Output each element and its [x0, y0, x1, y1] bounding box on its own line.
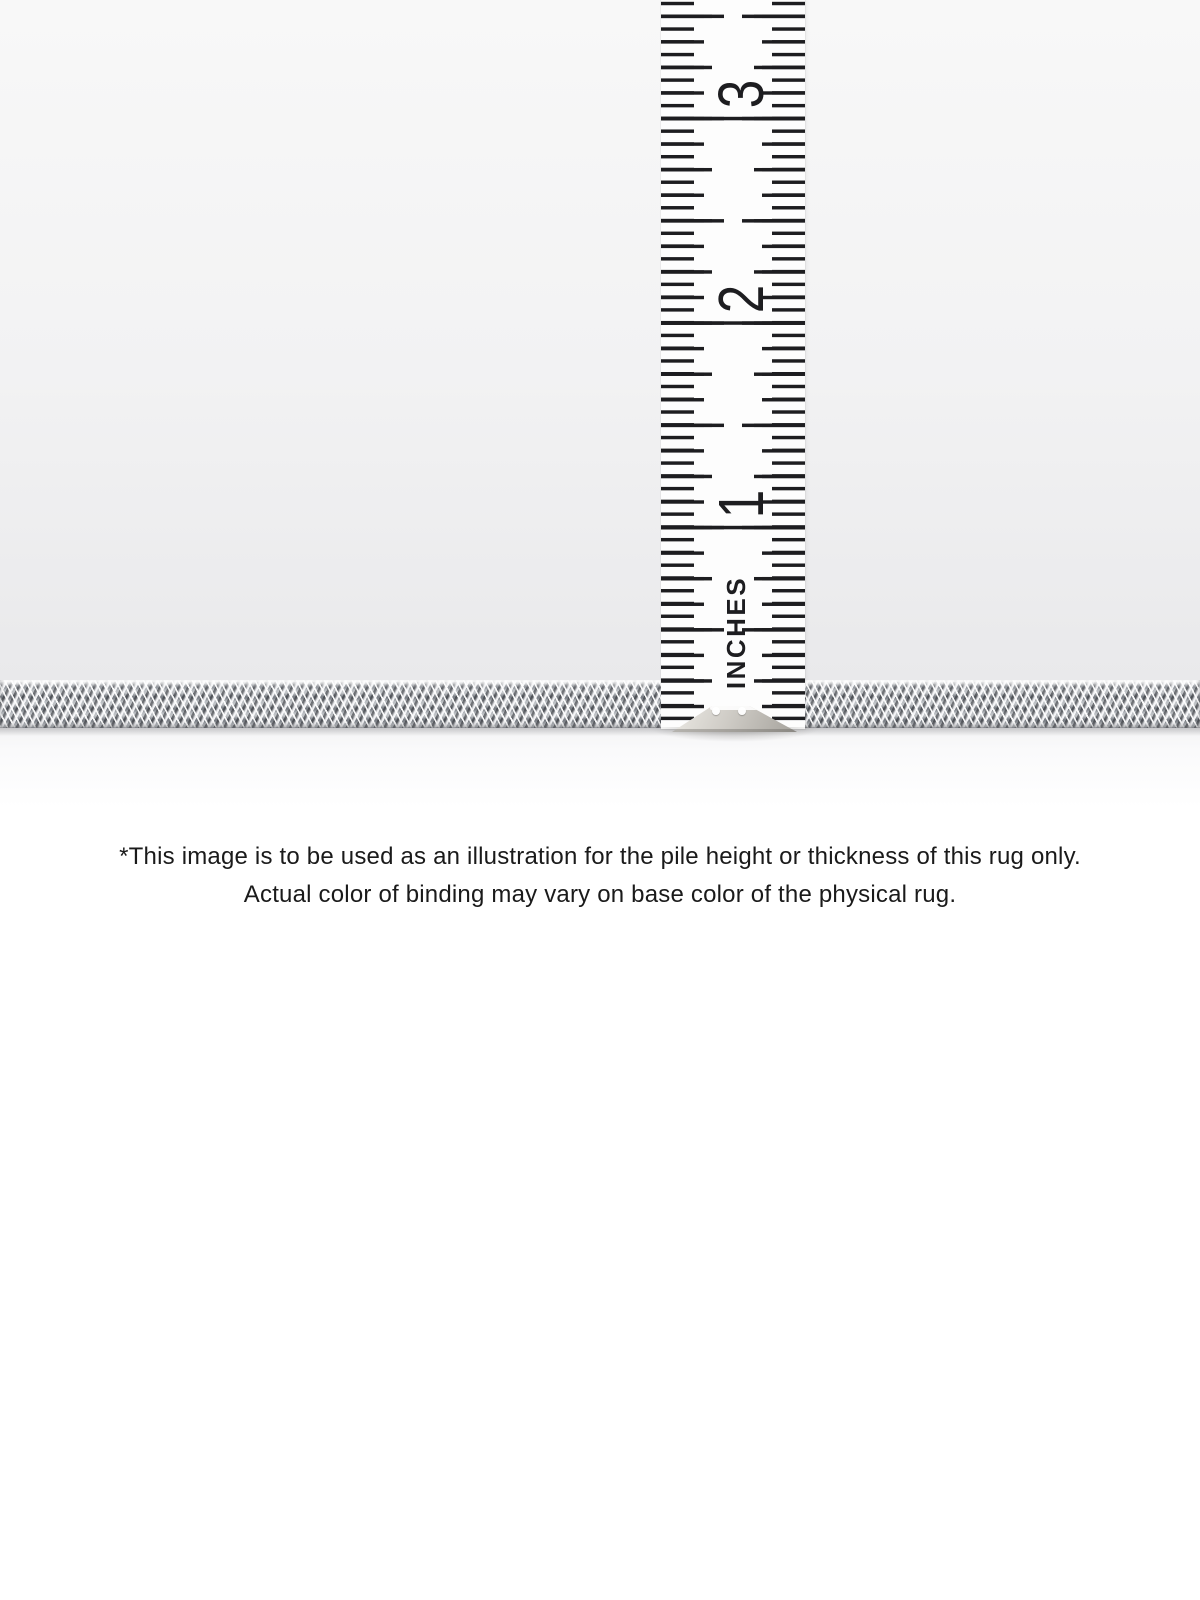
ruler-unit-label	[661, 572, 805, 692]
tip-rivet-right	[738, 707, 746, 715]
ruler-number-2	[661, 259, 805, 339]
ruler-tape	[661, 0, 805, 729]
disclaimer-text	[0, 838, 1200, 914]
ruler-number-1-label: 1	[705, 489, 777, 519]
ruler-number-3	[661, 54, 805, 134]
ruler-unit-label-text: INCHES	[721, 575, 752, 689]
ruler-number-1	[661, 464, 805, 544]
disclaimer-line-1: *This image is to be used as an illustration for the pile height or thickness of this rug only.	[119, 843, 1081, 870]
backdrop	[0, 0, 1200, 680]
disclaimer-line-2: Actual color of binding may vary on base color of the physical rug.	[243, 881, 957, 908]
rug-shadow	[0, 727, 1200, 736]
ruler-number-2-label: 2	[705, 284, 777, 314]
ruler-number-3-label: 3	[705, 79, 777, 109]
rug-cross-section	[0, 680, 1200, 728]
tip-rivet-left	[712, 707, 720, 715]
